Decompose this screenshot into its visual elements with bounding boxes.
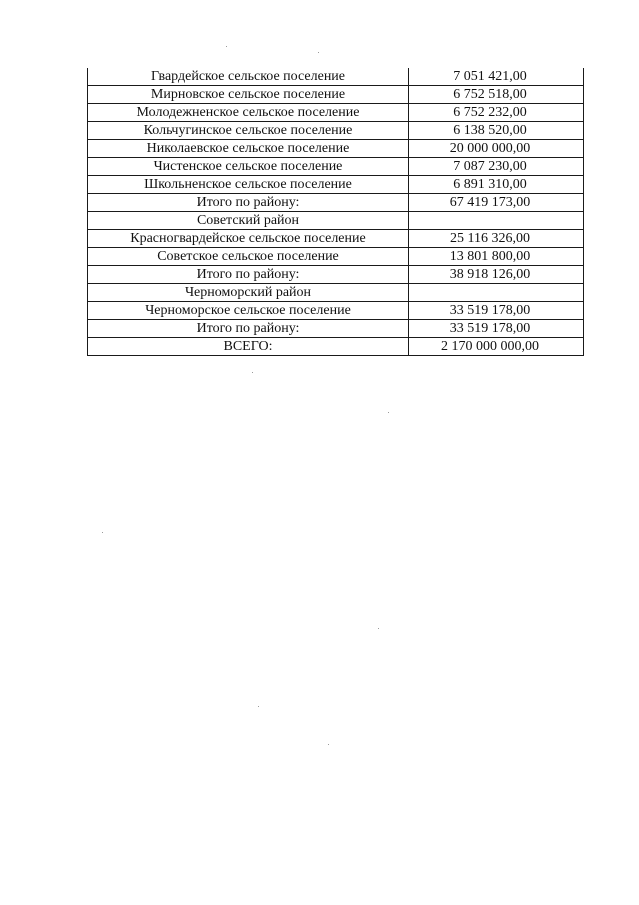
grand-total-amount-cell [409,338,584,356]
scan-speck [388,412,389,413]
subtotal-amount-cell [409,266,584,284]
subtotal-row [88,320,584,338]
amount-value: 33 519 178,00 [449,321,531,336]
amount-value: 67 419 173,00 [449,195,531,210]
settlement-name-cell: Мирновское сельское поселение [88,86,409,104]
amount-value: 7 051 421,00 [453,69,527,84]
table-row [88,140,584,158]
grand-total-row [88,338,584,356]
scan-speck [226,46,227,47]
table-row [88,158,584,176]
amount-value: 38 918 126,00 [449,267,531,282]
table-row [88,86,584,104]
table-row [88,122,584,140]
amount-cell [409,176,584,194]
amount-cell [409,104,584,122]
table-row [88,176,584,194]
subtotal-row [88,266,584,284]
settlement-name-cell: Школьненское сельское поселение [88,176,409,194]
scan-speck [252,372,253,373]
amount-cell [409,158,584,176]
amount-value: 20 000 000,00 [449,141,531,156]
scan-speck [378,628,379,629]
amount-cell [409,122,584,140]
settlement-name-cell: Кольчугинское сельское поселение [88,122,409,140]
settlement-name-cell: Николаевское сельское поселение [88,140,409,158]
subtotal-amount-cell [409,194,584,212]
amount-value: 6 891 310,00 [453,177,527,192]
settlement-name-cell: Чистенское сельское поселение [88,158,409,176]
amount-value: 13 801 800,00 [449,249,531,264]
district-name-cell: Черноморский район [88,284,409,302]
subtotal-amount-cell [409,320,584,338]
amount-value: 6 752 518,00 [453,87,527,102]
scan-speck [258,706,259,707]
table-row [88,68,584,86]
amount-value: 2 170 000 000,00 [441,339,539,354]
scan-speck [102,532,103,533]
table-row [88,248,584,266]
table-row [88,230,584,248]
amount-cell [409,86,584,104]
amount-cell [409,230,584,248]
settlement-name-cell: Молодежненское сельское поселение [88,104,409,122]
grand-total-label-cell: ВСЕГО: [88,338,409,356]
subtotal-row [88,194,584,212]
subtotal-label-cell: Итого по району: [88,194,409,212]
amount-value: 33 519 178,00 [449,303,531,318]
table-row [88,302,584,320]
district-header-row [88,284,584,302]
allocation-table [87,68,584,356]
amount-cell [409,140,584,158]
settlement-name-cell: Черноморское сельское поселение [88,302,409,320]
amount-value: 6 752 232,00 [453,105,527,120]
scan-speck [318,52,319,53]
amount-value: 25 116 326,00 [450,231,530,246]
empty-amount-cell [409,212,584,230]
subtotal-label-cell: Итого по району: [88,320,409,338]
settlement-name-cell: Советское сельское поселение [88,248,409,266]
subtotal-label-cell: Итого по району: [88,266,409,284]
empty-amount-cell [409,284,584,302]
scan-speck [328,744,329,745]
table-row [88,104,584,122]
amount-cell [409,302,584,320]
amount-value: 6 138 520,00 [453,123,527,138]
district-header-row [88,212,584,230]
amount-cell [409,248,584,266]
amount-cell [409,68,584,86]
settlement-name-cell: Красногвардейское сельское поселение [88,230,409,248]
settlement-name-cell: Гвардейское сельское поселение [88,68,409,86]
amount-value: 7 087 230,00 [453,159,527,174]
district-name-cell: Советский район [88,212,409,230]
